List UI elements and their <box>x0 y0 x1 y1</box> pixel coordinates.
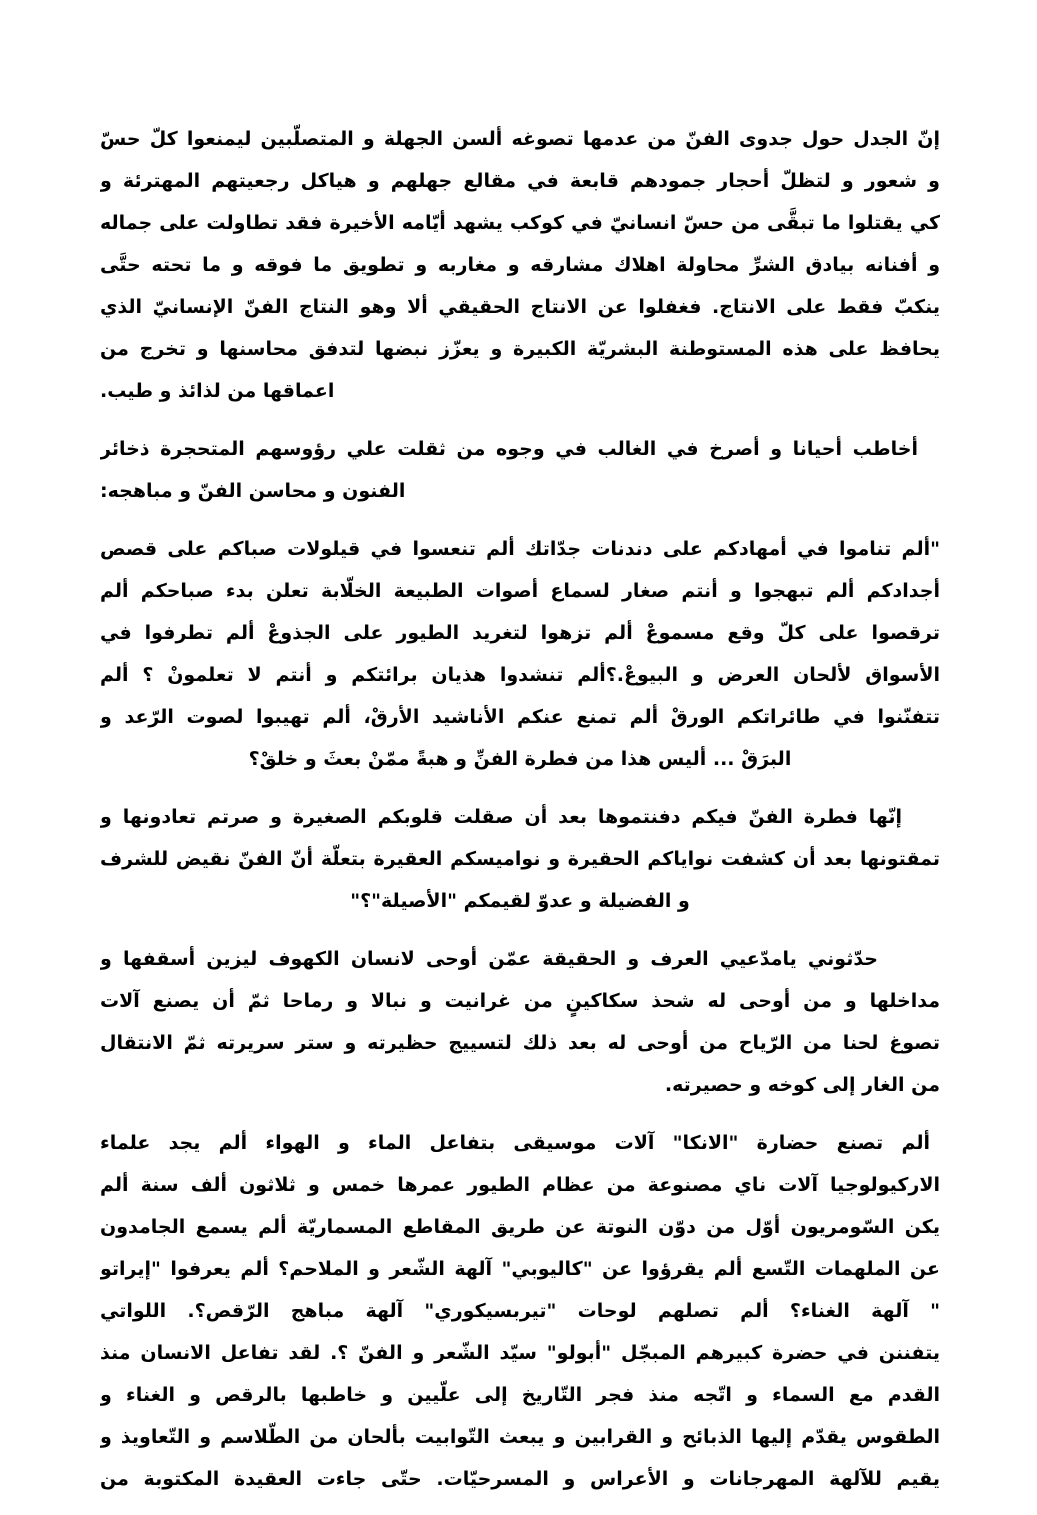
text-line: يحافظ على هذه المستوطنة البشريّة الكبيرة و يعزّز نبضها لتدفق محاسنها و تخرج من <box>100 338 940 360</box>
text-line: تمقتونها بعد أن كشفت نواياكم الحقيرة و نواميسكم العقيرة بتعلّة أنّ الفنّ نقيض للشرف <box>100 848 940 870</box>
paragraph <box>100 528 940 780</box>
text-line: من الغار إلى كوخه و حصيرته. <box>664 1074 940 1096</box>
text-line: ترقصوا على كلّ وقع مسموعْ ألم تزهوا لتغريد الطيور على الجذوعْ ألم تطرفوا في <box>100 622 940 644</box>
text-line: تصوغ لحنا من الرّياح من أوحى له بعد ذلك لتسييج حظيرته و ستر سريرته ثمّ الانتقال <box>100 1032 940 1054</box>
text-line: تتفنّنوا في طائراتكم الورقْ ألم تمنع عنكم الأناشيد الأرقْ، ألم تهيبوا لصوت الرّعد و <box>100 706 940 728</box>
text-line: " آلهة الغناء؟ ألم تصلهم لوحات "تيربسيكوري" آلهة مباهج الرّقص؟. اللواتي <box>100 1300 940 1322</box>
text-line: البرَقْ ... أليس هذا من فطرة الفنِّ و هبةً ممّنْ بعثَ و خلقْ؟ <box>248 748 792 770</box>
text-line: مداخلها و من أوحى له شحذ سكاكينٍ من غرانيت و نبالا و رماحا ثمّ أن يصنع آلات <box>100 990 940 1012</box>
paragraph <box>100 938 940 1106</box>
paragraph <box>100 428 940 512</box>
document-text-body <box>100 118 940 1500</box>
text-line: أخاطب أحيانا و أصرخ في الغالب في وجوه من ثقلت علي رؤوسهم المتحجرة ذخائر <box>100 438 918 460</box>
text-line: يكن السّومريون أوّل من دوّن النوتة عن طريق المقاطع المسماريّة ألم يسمع الجامدون <box>100 1216 940 1238</box>
text-line: و أفنانه بيادق الشرِّ محاولة اهلاك مشارقه و مغاربه و تطويق ما فوقه و ما تحته حتَّى <box>100 254 940 276</box>
text-line: أجدادكم ألم تبهجوا و أنتم صغار لسماع أصوات الطبيعة الخلّابة تعلن بدء صباحكم ألم <box>100 580 940 602</box>
text-line: إنّ الجدل حول جدوى الفنّ من عدمها تصوغه ألسن الجهلة و المتصلّبين ليمنعوا كلّ حسّ <box>100 128 940 150</box>
text-line: و الفضيلة و عدوّ لقيمكم "الأصيلة"؟" <box>350 890 690 912</box>
paragraph <box>100 1122 940 1500</box>
text-line: الطقوس يقدّم إليها الذبائح و القرابين و يبعث التّوابيت بألحان من الطّلاسم و التّعاويذ و <box>100 1426 940 1448</box>
text-line: الاركيولوجيا آلات ناي مصنوعة من عظام الطيور عمرها خمس و ثلاثون ألف سنة ألم <box>100 1174 940 1196</box>
text-line: اعماقها من لذائذ و طيب. <box>100 380 335 402</box>
text-line: القدم مع السماء و اتّجه منذ فجر التّاريخ إلى علّيين و خاطبها بالرقص و الغناء و <box>100 1384 940 1406</box>
text-line: كي يقتلوا ما تبقَّى من حسّ انسانيّ في كوكب يشهد أيّامه الأخيرة فقد تطاولت على جماله <box>100 212 940 234</box>
text-line: يقيم للآلهة المهرجانات و الأعراس و المسرحيّات. حتّى جاءت العقيدة المكتوبة من <box>100 1468 940 1490</box>
text-line: "ألم تناموا في أمهادكم على دندنات جدّاتك ألم تنعسوا في قيلولات صباكم على قصص <box>100 538 940 560</box>
text-line: الأسواق لألحان العرض و البيوعْ.؟ألم تنشدوا هذيان برائتكم و أنتم لا تعلمونْ ؟ ألم <box>100 664 940 686</box>
text-line: الفنون و محاسن الفنّ و مباهجه: <box>100 480 406 502</box>
text-line: ينكبّ فقط على الانتاج. فغفلوا عن الانتاج الحقيقي ألا وهو النتاج الفنّ الإنسانيّ الذي <box>100 296 940 318</box>
text-line: ألم تصنع حضارة "الانكا" آلات موسيقى بتفاعل الماء و الهواء ألم يجد علماء <box>100 1132 930 1154</box>
paragraph <box>100 796 940 922</box>
text-line: حدّثوني يامدّعيي العرف و الحقيقة عمّن أوحى لانسان الكهوف ليزين أسقفها و <box>100 948 878 970</box>
paragraph <box>100 118 940 412</box>
text-line: إنّها فطرة الفنّ فيكم دفنتموها بعد أن صقلت قلوبكم الصغيرة و صرتم تعادونها و <box>100 806 902 828</box>
text-line: و شعور و لتظلّ أحجار جمودهم قابعة في مقالع جهلهم و هياكل رجعيتهم المهترئة و <box>100 170 940 192</box>
text-line: يتفننن في حضرة كبيرهم المبجّل "أبولو" سيّد الشّعر و الفنّ ؟. لقد تفاعل الانسان منذ <box>100 1342 940 1364</box>
text-line: عن الملهمات التّسع ألم يقرؤوا عن "كاليوبي" آلهة الشّعر و الملاحم؟ ألم يعرفوا "إيراتو <box>100 1258 940 1280</box>
